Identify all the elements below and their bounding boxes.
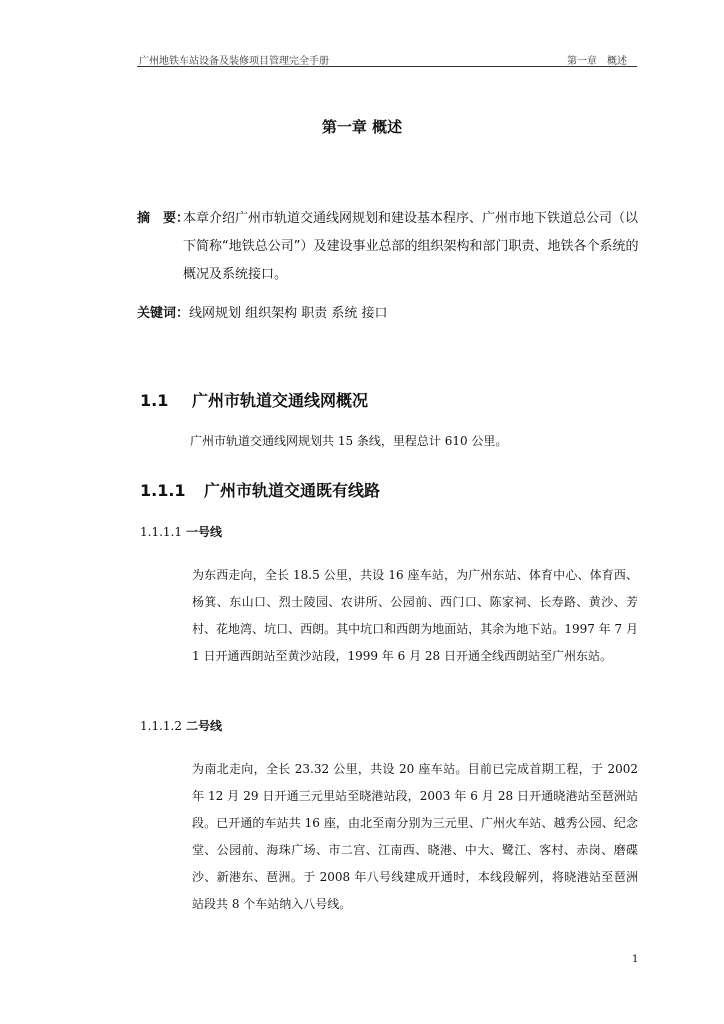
subsection-number: 1.1.1 <box>140 481 186 500</box>
paragraph-line-1: 为东西走向，全长 18.5 公里，共设 16 座车站，为广州东站、体育中心、体育西、杨箕、东山口、烈士陵园、农讲所、公园前、西门口、陈家祠、长寿路、黄沙、芳村、花地湾、坑口、西朗。其中坑口和西朗为地面站，其余为地下站。1997 年 7 月 1 日开通西朗站至黄沙站段，1999 年 6 月 28 日开通全线西朗站至广州东站。 <box>192 568 638 663</box>
heading-line-2 <box>140 717 222 734</box>
subsection-title: 广州市轨道交通既有线路 <box>204 481 381 500</box>
heading-line-1 <box>140 523 222 540</box>
abstract-text: 本章介绍广州市轨道交通线网规划和建设基本程序、广州市地下铁道总公司（以下简称“地铁总公司”）及建设事业总部的组织架构和部门职责、地铁各个系统的概况及系统接口。 <box>183 211 639 282</box>
heading-title: 一号线 <box>185 525 222 539</box>
section-heading-1-1-1 <box>140 478 380 501</box>
keywords-block <box>137 302 388 321</box>
running-header <box>137 52 637 67</box>
keywords-text: 线网规划 组织架构 职责 系统 接口 <box>189 306 388 321</box>
keywords-label: 关键词： <box>137 306 190 321</box>
header-chapter-title: 第一章 概述 <box>567 56 627 67</box>
page-number: 1 <box>632 954 639 965</box>
abstract-block <box>137 205 647 289</box>
paragraph-line-2: 为南北走向，全长 23.32 公里，共设 20 座车站。目前已完成首期工程，于 2002 年 12 月 29 日开通三元里站至晓港站段，2003 年 6 月 28 日开通晓港站至琶洲站段。已开通的车站共 16 座，由北至南分别为三元里、广州火车站、越秀公园、纪念堂、公园前、海珠广场、市二宫、江南西、晓港、中大、鹭江、客村、赤岗、磨碟沙、新港东、琶洲。于 2008 年八号线建成开通时，本线段解列，将晓港站至琶洲站段共 8 个车站纳入八号线。 <box>192 762 638 911</box>
heading-number: 1.1.1.1 <box>140 525 182 539</box>
heading-number: 1.1.1.2 <box>140 719 182 733</box>
header-document-title: 广州地铁车站设备及装修项目管理完全手册 <box>139 56 329 67</box>
section-heading-1-1 <box>140 388 368 411</box>
section-title: 广州市轨道交通线网概况 <box>192 391 369 410</box>
chapter-title: 第一章 概述 <box>321 118 403 136</box>
heading-title: 二号线 <box>185 719 222 733</box>
abstract-label: 摘 要： <box>137 211 190 226</box>
section-intro-paragraph: 广州市轨道交通线网规划共 15 条线，里程总计 610 公里。 <box>190 434 508 448</box>
section-number: 1.1 <box>140 391 169 410</box>
